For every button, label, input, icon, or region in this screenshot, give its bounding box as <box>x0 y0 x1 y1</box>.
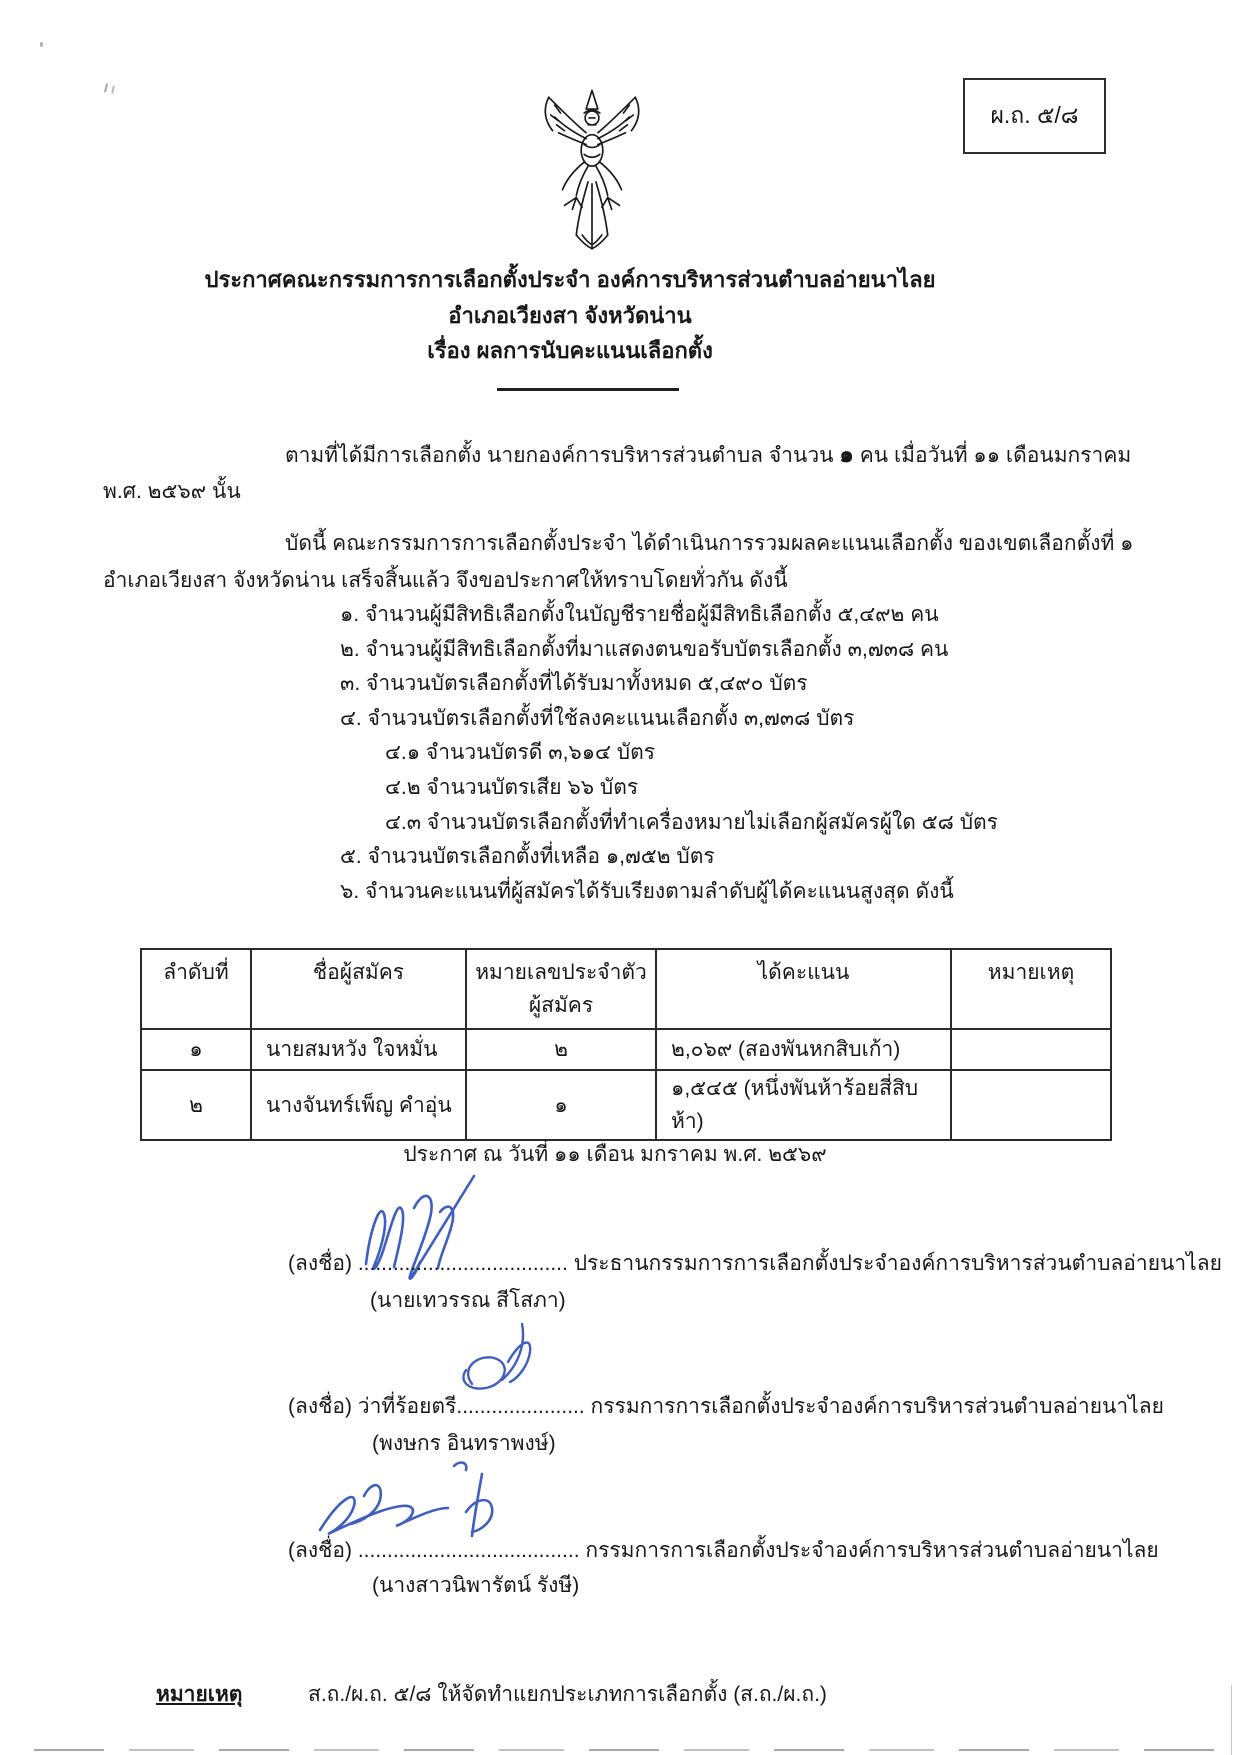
sign-dots: ...................... <box>456 1395 585 1418</box>
header-candidate-number <box>466 949 656 1029</box>
title-line-1: ประกาศคณะกรรมการการเลือกตั้งประจำ องค์การบริหารส่วนตำบลอ่ายนาไลย <box>204 267 936 292</box>
scan-speck <box>111 85 119 94</box>
cell-rank: ๒ <box>141 1070 251 1140</box>
announce-date-line: ประกาศ ณ วันที่ ๑๑ เดือน มกราคม พ.ศ. ๒๕๖๙ <box>403 1143 827 1166</box>
sign-role: ประธานกรรมการการเลือกตั้งประจำองค์การบริหารส่วนตำบลอ่ายนาไลย <box>567 1252 1222 1275</box>
header-candidate-number-line1: หมายเลขประจำตัว <box>475 961 647 984</box>
signature-line-2 <box>288 1390 1164 1423</box>
sign-label: (ลงชื่อ) ว่าที่ร้อยตรี <box>288 1395 457 1418</box>
cell-score: ๑,๕๔๕ (หนึ่งพันห้าร้อยสี่สิบห้า) <box>656 1070 951 1140</box>
cell-note <box>951 1029 1111 1070</box>
list-item-4-1: ๔.๑ จำนวนบัตรดี ๓,๖๑๔ บัตร <box>385 741 656 765</box>
cell-candidate-name: นายสมหวัง ใจหมั่น <box>251 1029 466 1070</box>
cell-candidate-name: นางจันทร์เพ็ญ คำอุ่น <box>251 1070 466 1140</box>
cell-candidate-number: ๑ <box>466 1070 656 1140</box>
list-item-3: ๓. จำนวนบัตรเลือกตั้งที่ได้รับมาทั้งหมด ๕,๔๙๐ บัตร <box>340 672 808 696</box>
table-row <box>141 1070 1111 1140</box>
results-list <box>340 598 998 909</box>
paragraph-2-line-1: บัดนี้ คณะกรรมการการเลือกตั้งประจำ ได้ดำเนินการรวมผลคะแนนเลือกตั้ง ของเขตเลือกตั้งที่ ๑ <box>285 532 1134 555</box>
header-note: หมายเหตุ <box>951 949 1111 1029</box>
list-item-4-2: ๔.๒ จำนวนบัตรเสีย ๖๖ บัตร <box>385 775 639 799</box>
scan-edge-artifact <box>34 1749 1234 1751</box>
list-item-4: ๔. จำนวนบัตรเลือกตั้งที่ใช้ลงคะแนนเลือกตั้ง ๓,๗๓๘ บัตร <box>340 706 855 730</box>
paragraph-2-line-2: อำเภอเวียงสา จังหวัดน่าน เสร็จสิ้นแล้ว จึงขอประกาศให้ทราบโดยทั่วกัน ดังนี้ <box>103 569 788 592</box>
header-candidate-name: ชื่อผู้สมัคร <box>251 949 466 1029</box>
signer-name-3: (นางสาวนิพารัตน์ รังษี) <box>372 1574 580 1597</box>
footer-note-label: หมายเหตุ <box>156 1683 243 1706</box>
title-line-2: อำเภอเวียงสา จังหวัดน่าน <box>448 302 692 328</box>
signature-line-1 <box>288 1247 1222 1280</box>
list-item-4-3: ๔.๓ จำนวนบัตรเลือกตั้งที่ทำเครื่องหมายไม่เลือกผู้สมัครผู้ใด ๕๘ บัตร <box>385 810 998 834</box>
sign-role: กรรมการการเลือกตั้งประจำองค์การบริหารส่วนตำบลอ่ายนาไลย <box>579 1539 1159 1562</box>
table-header-row <box>141 949 1111 1029</box>
p1-prefix: ตามที่ได้มีการเลือกตั้ง นายกองค์การบริหารส่วนตำบล จำนวน <box>285 444 840 467</box>
list-item-2: ๒. จำนวนผู้มีสิทธิเลือกตั้งที่มาแสดงตนขอรับบัตรเลือกตั้ง ๓,๗๓๘ คน <box>340 637 949 661</box>
form-code-label: ผ.ถ. ๕/๘ <box>990 102 1079 128</box>
header-rank: ลำดับที่ <box>141 949 251 1029</box>
cell-note <box>951 1070 1111 1140</box>
list-item-5: ๕. จำนวนบัตรเลือกตั้งที่เหลือ ๑,๗๕๒ บัตร <box>340 845 715 869</box>
garuda-emblem-icon <box>533 86 651 267</box>
sign-dots: ...................................... <box>357 1539 580 1562</box>
paragraph-1-line-2: พ.ศ. ๒๕๖๙ นั้น <box>103 480 241 503</box>
sign-role: กรรมการการเลือกตั้งประจำองค์การบริหารส่วนตำบลอ่ายนาไลย <box>584 1395 1164 1418</box>
signer-name-2: (พงษกร อินทราพงษ์) <box>372 1432 556 1455</box>
footer-note-text: ส.ถ./ผ.ถ. ๕/๘ ให้จัดทำแยกประเภทการเลือกตั้ง (ส.ถ./ผ.ถ.) <box>308 1683 827 1706</box>
cell-candidate-number: ๒ <box>466 1029 656 1070</box>
signer-name-1: (นายเทวรรณ สีโสภา) <box>370 1289 566 1312</box>
header-candidate-number-line2: ผู้สมัคร <box>528 993 594 1017</box>
header-score: ได้คะแนน <box>656 949 951 1029</box>
title-divider <box>497 388 679 391</box>
title-line-3: เรื่อง ผลการนับคะแนนเลือกตั้ง <box>427 338 713 364</box>
list-item-1: ๑. จำนวนผู้มีสิทธิเลือกตั้งในบัญชีรายชื่อผู้มีสิทธิเลือกตั้ง ๕,๔๙๒ คน <box>340 603 939 626</box>
cell-rank: ๑ <box>141 1029 251 1070</box>
p1-bold-number: ๑ <box>839 441 854 467</box>
scan-edge-artifact <box>1231 1685 1232 1755</box>
scan-speck <box>40 42 43 47</box>
sign-label: (ลงชื่อ) <box>288 1252 358 1275</box>
document-title <box>0 262 1140 369</box>
signature-line-3 <box>288 1534 1159 1567</box>
sign-dots: .................................... <box>357 1252 568 1275</box>
table-row <box>141 1029 1111 1070</box>
results-table-wrap <box>140 948 1112 1141</box>
form-code-box <box>963 78 1106 154</box>
sign-label: (ลงชื่อ) <box>288 1539 358 1562</box>
cell-score: ๒,๐๖๙ (สองพันหกสิบเก้า) <box>656 1029 951 1070</box>
p1-suffix: คน เมื่อวันที่ ๑๑ เดือนมกราคม <box>853 444 1132 467</box>
list-item-6: ๖. จำนวนคะแนนที่ผู้สมัครได้รับเรียงตามลำดับผู้ได้คะแนนสูงสุด ดังนี้ <box>340 879 954 903</box>
paragraph-1-line-1 <box>285 438 1131 470</box>
results-table <box>140 948 1112 1141</box>
